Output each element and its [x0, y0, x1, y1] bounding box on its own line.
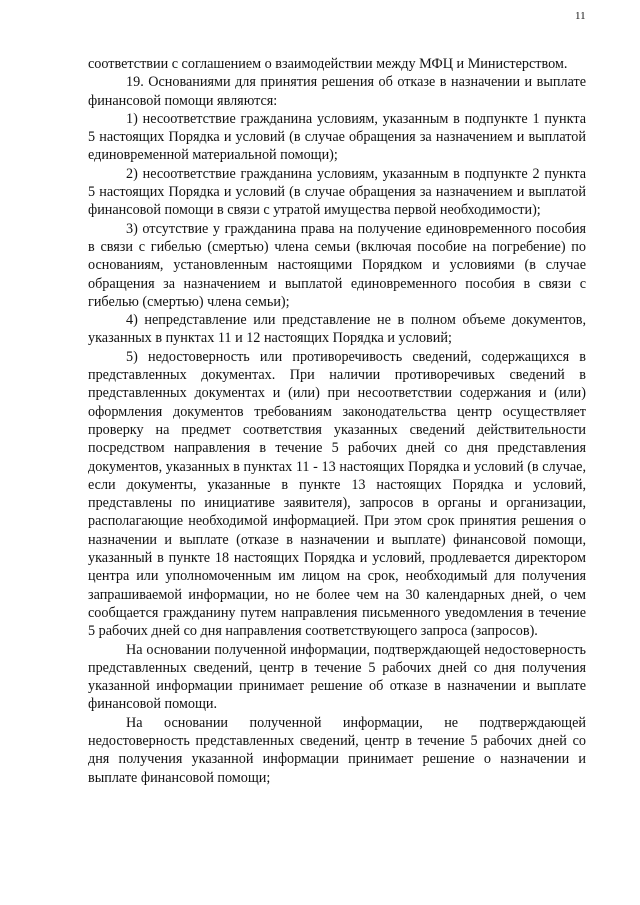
paragraph-continuation: соответствии с соглашением о взаимодействии между МФЦ и Министерством. [88, 56, 568, 72]
paragraph-refusal-basis: На основании полученной информации, подтверждающей недостоверность представленных сведений, центр в течение 5 рабочих дней со дня получения указанной информации принимает решение об отказе в назначении и выплате финансовой помощи. [88, 641, 586, 713]
page-number: 11 [575, 10, 586, 22]
list-item-3: 3) отсутствие у гражданина права на получение единовременного пособия в связи с гибелью (смертью) члена семьи (включая пособие на погребение) по основаниям, установленным настоящими Порядком и условиями (в случае обращения за назначением и выплатой единовременного пособия в связи с гибелью (смертью) члена семьи); [88, 220, 586, 310]
list-item-1: 1) несоответствие гражданина условиям, указанным в подпункте 1 пункта 5 настоящих Порядка и условий (в случае обращения за назначением и выплатой единовременной материальной помощи); [88, 110, 586, 164]
list-item-2: 2) несоответствие гражданина условиям, указанным в подпункте 2 пункта 5 настоящих Порядка и условий (в случае обращения за назначением и выплатой финансовой помощи в связи с утратой имущества первой необходимости); [88, 165, 586, 219]
list-item-4: 4) непредставление или представление не в полном объеме документов, указанных в пунктах 11 и 12 настоящих Порядка и условий; [88, 312, 586, 347]
document-body [88, 55, 586, 787]
paragraph-approval-basis: На основании полученной информации, не подтверждающей недостоверность представленных сведений, центр в течение 5 рабочих дней со дня получения указанной информации принимает решение о назначении и выплате финансовой помощи; [88, 714, 586, 786]
list-item-5: 5) недостоверность или противоречивость сведений, содержащихся в представленных документах. При наличии противоречивых сведений в представленных документах и (или) при несоответствии содержания и (или) оформления документов требованиям законодательства центр осуществляет проверку на предмет соответствия указанных сведений действительности посредством направления в течение 5 рабочих дней со дня представления документов, указанных в пунктах 11 - 13 настоящих Порядка и условий (в случае, если документы, указанные в пункте 13 настоящих Порядка и условий, представлены по инициативе заявителя), запросов в органы и организации, располагающие необходимой информацией. При этом срок принятия решения о назначении и выплате (отказе в назначении и выплате) финансовой помощи, указанный в пункте 18 настоящих Порядка и условий, продлевается директором центра или уполномоченным им лицом на срок, необходимый для получения запрашиваемой информации, но не более чем на 30 календарных дней, о чем сообщается гражданину путем направления письменного уведомления в течение 5 рабочих дней со дня направления соответствующего запроса (запросов). [88, 348, 586, 640]
paragraph-19-intro: 19. Основаниями для принятия решения об отказе в назначении и выплате финансовой помощи являются: [88, 74, 586, 109]
